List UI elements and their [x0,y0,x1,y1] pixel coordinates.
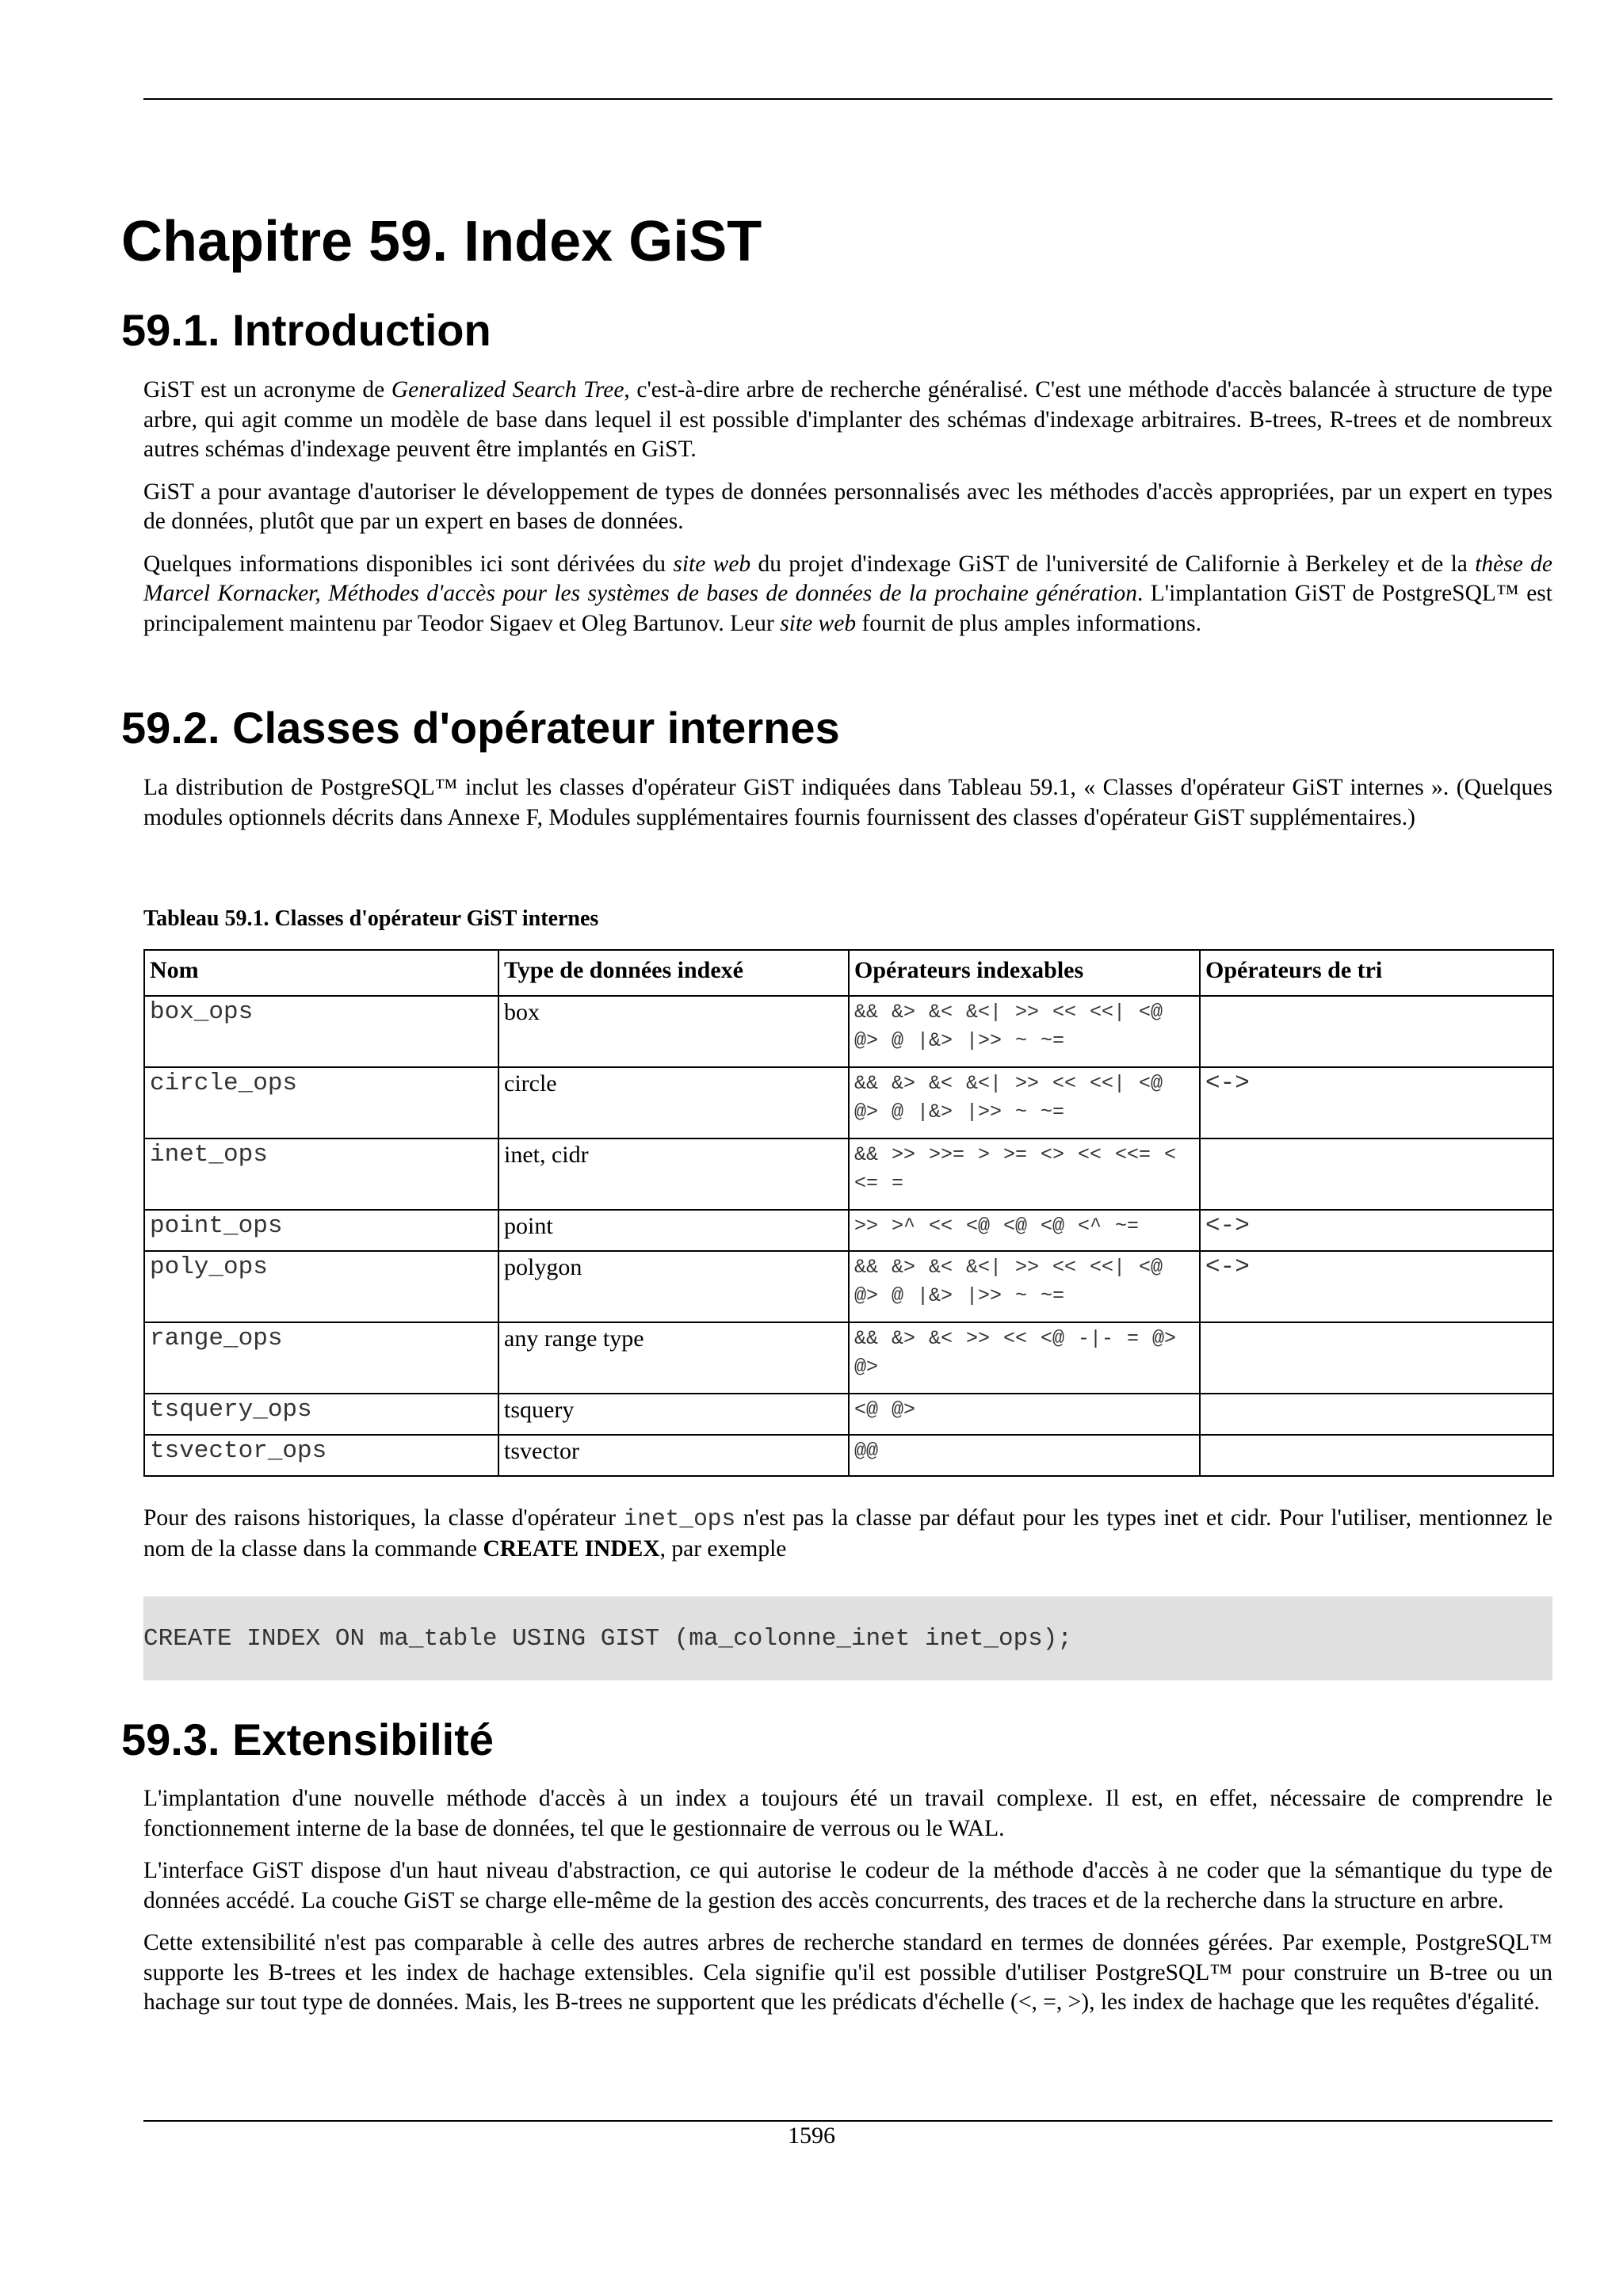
extensibility-paragraph-2: L'interface GiST dispose d'un haut niveau d'abstraction, ce qui autorise le codeur de la méthode d'accès à ne coder que la sémantique du type de données accédé. La couche GiST se charge elle-même de la gestion des accès concurrents, des traces et de la recherche dans la structure en arbre. [143,1858,1552,1913]
header-rule [143,98,1552,100]
indexed-type: box [498,996,849,1067]
introduction-body [143,376,1552,639]
table-row [144,996,1553,1067]
builtin-paragraph-1: La distribution de PostgreSQL™ inclut les classes d'opérateur GiST indiquées dans Tableau 59.1, « Classes d'opérateur GiST internes ». (Quelques modules optionnels décrits dans Annexe F, Modules supplémentaires fournis fournissent des classes d'opérateur GiST supplémentaires.) [143,775,1552,830]
opclass-name: box_ops [144,996,498,1067]
table-row [144,1210,1553,1251]
code-example-block [143,1596,1552,1680]
extensibility-paragraph-3: Cette extensibilité n'est pas comparable à celle des autres arbres de recherche standard en termes de données gérées. Par exemple, PostgreSQL™ supporte les B-trees et les index de hachage extensibles. Cela signifie qu'il est possible d'utiliser PostgreSQL™ pour construire un B-tree ou un hachage sur tout type de données. Mais, les B-trees ne supportent que les prédicats d'échelle (<, =, >), les index de hachage que les requêtes d'égalité. [143,1930,1552,2015]
indexed-type: inet, cidr [498,1138,849,1210]
indexable-operators: && &> &< &<| >> << <<| <@ @> @ |&> |>> ~ ~= [849,996,1200,1067]
ordering-operators [1200,1435,1553,1476]
section-title-builtin-opclasses: 59.2. Classes d'opérateur internes [121,703,840,753]
indexable-operators: && &> &< &<| >> << <<| <@ @> @ |&> |>> ~ ~= [849,1067,1200,1138]
intro-paragraph-3: Quelques informations disponibles ici sont dérivées du site web du projet d'indexage GiST de l'université de Californie à Berkeley et de la thèse de Marcel Kornacker, Méthodes d'accès pour les systèmes de bases de données de la prochaine génération. L'implantation GiST de PostgreSQL™ est principalement maintenu par Teodor Sigaev et Oleg Bartunov. Leur site web fournit de plus amples informations. [143,551,1552,636]
indexable-operators: && >> >>= > >= <> << <<= < <= = [849,1138,1200,1210]
ordering-operators [1200,1138,1553,1210]
builtin-intro [143,773,1552,833]
table-row [144,1251,1553,1322]
intro-paragraph-1: GiST est un acronyme de Generalized Search Tree, c'est-à-dire arbre de recherche généralisé. C'est une méthode d'accès balancée à structure de type arbre, qui agit comme un modèle de base dans lequel il est possible d'implanter des schémas d'indexage arbitraires. B-trees, R-trees et de nombreux autres schémas d'indexage peuvent être implantés en GiST. [143,377,1552,462]
opclass-name: tsvector_ops [144,1435,498,1476]
extensibility-body [143,1784,1552,2018]
column-header-operateurs-indexables: Opérateurs indexables [849,950,1200,996]
ordering-operators [1200,996,1553,1067]
column-header-nom: Nom [144,950,498,996]
column-header-operateurs-tri: Opérateurs de tri [1200,950,1553,996]
indexable-operators: && &> &< >> << <@ -|- = @> @> [849,1322,1200,1394]
opclass-name: inet_ops [144,1138,498,1210]
opclass-name: tsquery_ops [144,1394,498,1435]
indexed-type: point [498,1210,849,1251]
inet-ops-note [143,1504,1552,1564]
link-site-web[interactable]: site web [673,551,751,577]
table-caption: Tableau 59.1. Classes d'opérateur GiST internes [143,906,599,931]
inline-code-inet-ops: inet_ops [623,1505,736,1532]
table-header-row [144,950,1553,996]
ordering-operators [1200,1394,1553,1435]
page-number: 1596 [788,2122,835,2149]
table-row [144,1138,1553,1210]
term-generalized-search-tree: Generalized Search Tree [391,377,624,402]
column-header-type: Type de données indexé [498,950,849,996]
table-row [144,1435,1553,1476]
ordering-operators: <-> [1200,1210,1553,1251]
link-site-web-2[interactable]: site web [780,610,857,636]
indexable-operators: && &> &< &<| >> << <<| <@ @> @ |&> |>> ~ ~= [849,1251,1200,1322]
ordering-operators: <-> [1200,1067,1553,1138]
indexable-operators: <@ @> [849,1394,1200,1435]
indexed-type: any range type [498,1322,849,1394]
table-row [144,1394,1553,1435]
indexed-type: tsquery [498,1394,849,1435]
builtin-paragraph-2: Pour des raisons historiques, la classe d'opérateur inet_ops n'est pas la classe par défaut pour les types inet et cidr. Pour l'utiliser, mentionnez le nom de la classe dans la commande CREATE INDEX, par exemple [143,1505,1552,1562]
indexable-operators: >> >^ << <@ <@ <@ <^ ~= [849,1210,1200,1251]
opclass-name: point_ops [144,1210,498,1251]
indexed-type: tsvector [498,1435,849,1476]
indexable-operators: @@ [849,1435,1200,1476]
intro-paragraph-2: GiST a pour avantage d'autoriser le développement de types de données personnalisés avec les méthodes d'accès appropriées, par un expert en types de données, plutôt que par un expert en bases de données. [143,479,1552,534]
section-title-introduction: 59.1. Introduction [121,305,491,355]
table-row [144,1322,1553,1394]
command-create-index: CREATE INDEX [483,1535,660,1562]
gist-opclass-table [143,949,1554,1477]
section-title-extensibility: 59.3. Extensibilité [121,1714,494,1764]
indexed-type: circle [498,1067,849,1138]
table-row [144,1067,1553,1138]
indexed-type: polygon [498,1251,849,1322]
chapter-title: Chapitre 59. Index GiST [121,210,762,273]
code-example-line: CREATE INDEX ON ma_table USING GIST (ma_colonne_inet inet_ops); [143,1625,1072,1653]
link-kornacker-thesis[interactable]: thèse de Marcel Kornacker, Méthodes d'accès pour les systèmes de bases de données de la prochaine génération [143,551,1552,606]
opclass-name: poly_ops [144,1251,498,1322]
opclass-name: range_ops [144,1322,498,1394]
ordering-operators [1200,1322,1553,1394]
ordering-operators: <-> [1200,1251,1553,1322]
opclass-name: circle_ops [144,1067,498,1138]
extensibility-paragraph-1: L'implantation d'une nouvelle méthode d'accès à un index a toujours été un travail complexe. Il est, en effet, nécessaire de comprendre le fonctionnement interne de la base de données, tel que le gestionnaire de verrous ou le WAL. [143,1786,1552,1841]
